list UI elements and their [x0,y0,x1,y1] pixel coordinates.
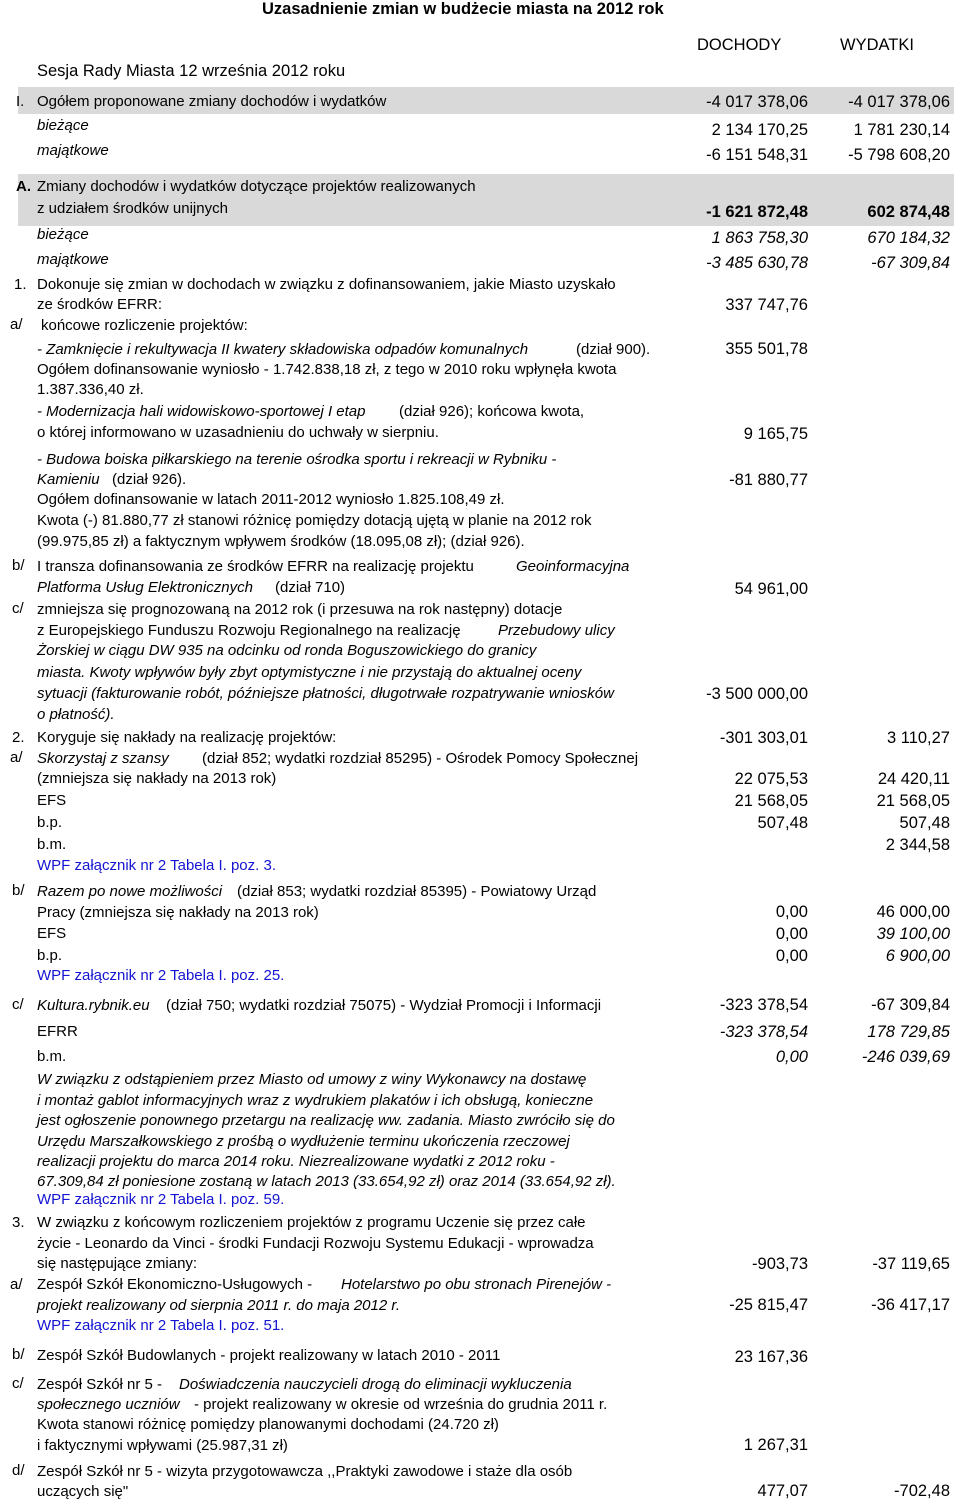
item2-b-line-1a: Razem po nowe możliwości [37,883,223,900]
item3-line-1: W związku z końcowym rozliczeniem projektów z programu Uczenie się przez całe [37,1214,586,1231]
item3-a-line-1a: Zespół Szkół Ekonomiczno-Usługowych - [37,1276,313,1293]
item1-p2-line-1b: (dział 926); końcowa kwota, [399,403,585,420]
item1-p1-value: 355 501,78 [725,340,808,358]
item2-c-wyd: -67 309,84 [871,996,950,1014]
section-i-label: Ogółem proponowane zmiany dochodów i wydatków [37,93,387,110]
item2-b-wyd: 46 000,00 [876,903,950,921]
item3-c-line-2a: społecznego uczniów [37,1396,180,1413]
item2-c-bm-doch: 0,00 [775,1048,808,1066]
item2-c-text-2: i montaż gablot informacyjnych wraz z wydrukiem plakatów i ich obsługą, konieczne [37,1092,594,1109]
item2-c-line-1b: (dział 750; wydatki rozdział 75075) - Wydział Promocji i Informacji [166,997,602,1014]
item2-c-text-1: W związku z odstąpieniem przez Miasto od umowy z winy Wykonawcy na dostawę [37,1071,587,1088]
item3-a-doch: -25 815,47 [729,1296,808,1314]
item1-a-label: końcowe rozliczenie projektów: [41,317,248,334]
item2-b-bp-label: b.p. [37,947,63,964]
col-header-dochody: DOCHODY [697,36,782,54]
section-i-majatkowe-doch: -6 151 548,31 [706,146,808,164]
item2-b-efs-label: EFS [37,925,67,942]
item3-line-2: życie - Leonardo da Vinci - środki Fundacji Rozwoju Systemu Edukacji - wprowadza [37,1235,594,1252]
section-a-biezace-doch: 1 863 758,30 [711,229,808,247]
item1-b-mark: b/ [12,557,25,574]
section-i-majatkowe-label: majątkowe [37,142,109,159]
item3-a-mark: a/ [10,1276,23,1293]
item2-wpf-b: WPF załącznik nr 2 Tabela I. poz. 25. [37,967,285,984]
item1-b-line-2a: Platforma Usług Elektronicznych [37,579,253,596]
item2-bm-wyd: 2 344,58 [885,836,950,854]
item2-b-bp-doch: 0,00 [775,947,808,965]
item3-a-wyd: -36 417,17 [871,1296,950,1314]
item1-c-line-5: sytuacji (fakturowanie robót, późniejsze płatności, długotrwałe rozpatrywanie wniosków [37,685,614,702]
item1-p3-value: -81 880,77 [729,471,808,489]
section-i-doch: -4 017 378,06 [706,93,808,111]
section-a-label-1: Zmiany dochodów i wydatków dotyczące projektów realizowanych [37,178,476,195]
session-label: Sesja Rady Miasta 12 września 2012 roku [37,62,346,80]
page-title: Uzasadnienie zmian w budżecie miasta na 2012 rok [262,0,664,18]
section-i-wyd: -4 017 378,06 [848,93,950,111]
item3-d-line-1: Zespół Szkół nr 5 - wizyta przygotowawcza ,,Praktyki zawodowe i staże dla osób [37,1463,573,1480]
section-i-majatkowe-wyd: -5 798 608,20 [848,146,950,164]
section-a-wyd: 602 874,48 [867,203,950,221]
item2-a-line-2: (zmniejsza się nakłady na 2013 rok) [37,770,277,787]
item1-c-line-1: zmniejsza się prognozowaną na 2012 rok (i przesuwa na rok następny) dotacje [37,601,563,618]
item1-p1-line-1b: (dział 900). [576,341,651,358]
item3-d-mark: d/ [12,1462,25,1479]
item3-c-line-1a: Zespół Szkół nr 5 - [37,1376,163,1393]
item1-p2-line-1a: - Modernizacja hali widowiskowo-sportowej I etap [37,403,366,420]
item1-c-line-6: o płatność). [37,706,115,723]
item1-p3-line-2b: (dział 926). [112,471,187,488]
item2-a-mark: a/ [10,749,23,766]
item2-c-text-4: Urzędu Marszałkowskiego z prośbą o wydłużenie terminu ukończenia rzeczowej [37,1133,570,1150]
item2-efs-wyd: 21 568,05 [876,792,950,810]
item2-efs-label: EFS [37,792,67,809]
item2-c-text-3: jest ogłoszenie ponownego przetargu na realizację ww. zadania. Miasto zwróciło się do [37,1112,615,1129]
item2-efrr-label: EFRR [37,1023,78,1040]
item3-c-line-2b: - projekt realizowany w okresie od września do grudnia 2011 r. [194,1396,608,1413]
section-a-majatkowe-doch: -3 485 630,78 [706,254,808,272]
item2-a-line-1b: (dział 852; wydatki rozdział 85295) - Ośrodek Pomocy Społecznej [202,750,639,767]
item2-bp-label: b.p. [37,814,63,831]
item2-c-bm-label: b.m. [37,1048,67,1065]
item2-c-text-5: realizacji projektu do marca 2014 roku. Niezrealizowane wydatki z 2012 roku - [37,1153,555,1170]
item2-b-bp-wyd: 6 900,00 [885,947,950,965]
item1-p3-line-5: (99.975,85 zł) a faktycznym wpływem środków (18.095,08 zł); (dział 926). [37,533,525,550]
item1-p3-line-4: Kwota (-) 81.880,77 zł stanowi różnicę pomiędzy dotacją ujętą w planie na 2012 rok [37,512,592,529]
section-a-majatkowe-label: majątkowe [37,251,109,268]
item1-p1-line-1: - Zamknięcie i rekultywacja II kwatery składowiska odpadów komunalnych [37,341,529,358]
item3-c-doch: 1 267,31 [743,1436,808,1454]
item2-wpf-a: WPF załącznik nr 2 Tabela I. poz. 3. [37,857,276,874]
item2-b-doch: 0,00 [775,903,808,921]
item2-c-text-6: 67.309,84 zł poniesione zostaną w latach 2013 (33.654,92 zł) oraz 2014 (33.654,92 zł). [37,1173,616,1190]
item3-c-line-3: Kwota stanowi różnicę pomiędzy planowanymi dochodami (24.720 zł) [37,1416,499,1433]
item1-p3-line-3: Ogółem dofinansowanie w latach 2011-2012 wyniosło 1.825.108,49 zł. [37,491,505,508]
item1-c-line-2a: z Europejskiego Funduszu Rozwoju Regionalnego na realizację [37,622,461,639]
item3-doch: -903,73 [752,1255,808,1273]
item3-a-line-1b: Hotelarstwo po obu stronach Pirenejów - [341,1276,612,1293]
item2-efs-doch: 21 568,05 [734,792,808,810]
item3-c-line-4: i faktycznymi wpływami (25.987,31 zł) [37,1437,288,1454]
item2-bp-wyd: 507,48 [899,814,950,832]
item3-c-line-1b: Doświadczenia nauczycieli drogą do eliminacji wykluczenia [179,1376,572,1393]
item1-a-mark: a/ [10,316,23,333]
item2-b-mark: b/ [12,882,25,899]
item2-c-doch: -323 378,54 [719,996,808,1014]
item2-b-line-2: Pracy (zmniejsza się nakłady na 2013 rok) [37,904,319,921]
item2-a-doch: 22 075,53 [734,770,808,788]
item3-line-3: się następujące zmiany: [37,1255,198,1272]
item1-b-line-2b: (dział 710) [275,579,346,596]
item2-b-efs-wyd: 39 100,00 [876,925,950,943]
section-i-biezace-label: bieżące [37,117,89,134]
item3-c-mark: c/ [12,1375,24,1392]
item3-wyd: -37 119,65 [872,1255,950,1273]
item2-wpf-c: WPF załącznik nr 2 Tabela I. poz. 59. [37,1191,285,1208]
item1-c-value: -3 500 000,00 [706,685,808,703]
item3-d-doch: 477,07 [757,1482,808,1500]
item1-p2-line-2: o której informowano w uzasadnieniu do uchwały w sierpniu. [37,424,439,441]
item2-c-mark: c/ [12,996,24,1013]
item2-efrr-doch: -323 378,54 [719,1023,808,1041]
item1-b-line-1b: Geoinformacyjna [516,558,630,575]
item2-num: 2. [12,729,25,746]
item1-p2-value: 9 165,75 [743,425,808,443]
item2-b-efs-doch: 0,00 [775,925,808,943]
item1-b-line-1a: I transza dofinansowania ze środków EFRR na realizację projektu [37,558,474,575]
section-a-doch: -1 621 872,48 [706,203,808,221]
section-a-num: A. [16,178,31,195]
section-i-biezace-doch: 2 134 170,25 [711,121,808,139]
item2-bp-doch: 507,48 [757,814,808,832]
item1-c-mark: c/ [12,600,24,617]
item2-bm-label: b.m. [37,836,67,853]
item2-efrr-wyd: 178 729,85 [867,1023,950,1041]
item1-line-1: Dokonuje się zmian w dochodach w związku z dofinansowaniem, jakie Miasto uzyskało [37,276,616,293]
item1-p1-line-3: 1.387.336,40 zł. [37,381,144,398]
section-a-biezace-label: bieżące [37,226,89,243]
section-a-majatkowe-wyd: -67 309,84 [871,254,950,272]
item3-a-line-2: projekt realizowany od sierpnia 2011 r. do maja 2012 r. [37,1297,400,1314]
section-a-label-2: z udziałem środków unijnych [37,200,228,217]
item3-num: 3. [12,1214,25,1231]
item1-b-value: 54 961,00 [734,580,808,598]
item3-b-mark: b/ [12,1346,25,1363]
item1-p3-line-1: - Budowa boiska piłkarskiego na terenie ośrodka sportu i rekreacji w Rybniku - [37,451,557,468]
item1-c-line-3: Żorskiej w ciągu DW 935 na odcinku od ronda Boguszowickiego do granicy [37,642,537,659]
item3-b-line-1: Zespół Szkół Budowlanych - projekt realizowany w latach 2010 - 2011 [37,1347,501,1364]
item1-c-line-4: miasta. Kwoty wpływów były zbyt optymistyczne i nie przystają do aktualnej oceny [37,664,582,681]
item2-wyd: 3 110,27 [886,729,950,747]
item2-c-line-1a: Kultura.rybnik.eu [37,997,150,1014]
item2-label: Koryguje się nakłady na realizację projektów: [37,729,337,746]
section-i-biezace-wyd: 1 781 230,14 [853,121,950,139]
section-a-biezace-wyd: 670 184,32 [867,229,950,247]
item2-doch: -301 303,01 [719,729,808,747]
item1-num: 1. [14,276,27,293]
item3-d-wyd: -702,48 [894,1482,950,1500]
col-header-wydatki: WYDATKI [840,36,914,54]
item1-value: 337 747,76 [725,296,808,314]
item3-b-doch: 23 167,36 [734,1348,808,1366]
item3-d-line-2: uczących się" [37,1483,129,1500]
item2-a-wyd: 24 420,11 [877,770,950,788]
item2-c-bm-wyd: -246 039,69 [861,1048,950,1066]
item1-line-2: ze środków EFRR: [37,296,163,313]
item2-a-line-1a: Skorzystaj z szansy [37,750,169,767]
item2-b-line-1b: (dział 853; wydatki rozdział 85395) - Powiatowy Urząd [237,883,597,900]
item1-c-line-2b: Przebudowy ulicy [498,622,615,639]
item3-wpf-a: WPF załącznik nr 2 Tabela I. poz. 51. [37,1317,285,1334]
section-i-num: I. [16,93,25,110]
item1-p3-line-2a: Kamieniu [37,471,100,488]
item1-p1-line-2: Ogółem dofinansowanie wyniosło - 1.742.838,18 zł, z tego w 2010 roku wpłynęła kwota [37,361,617,378]
